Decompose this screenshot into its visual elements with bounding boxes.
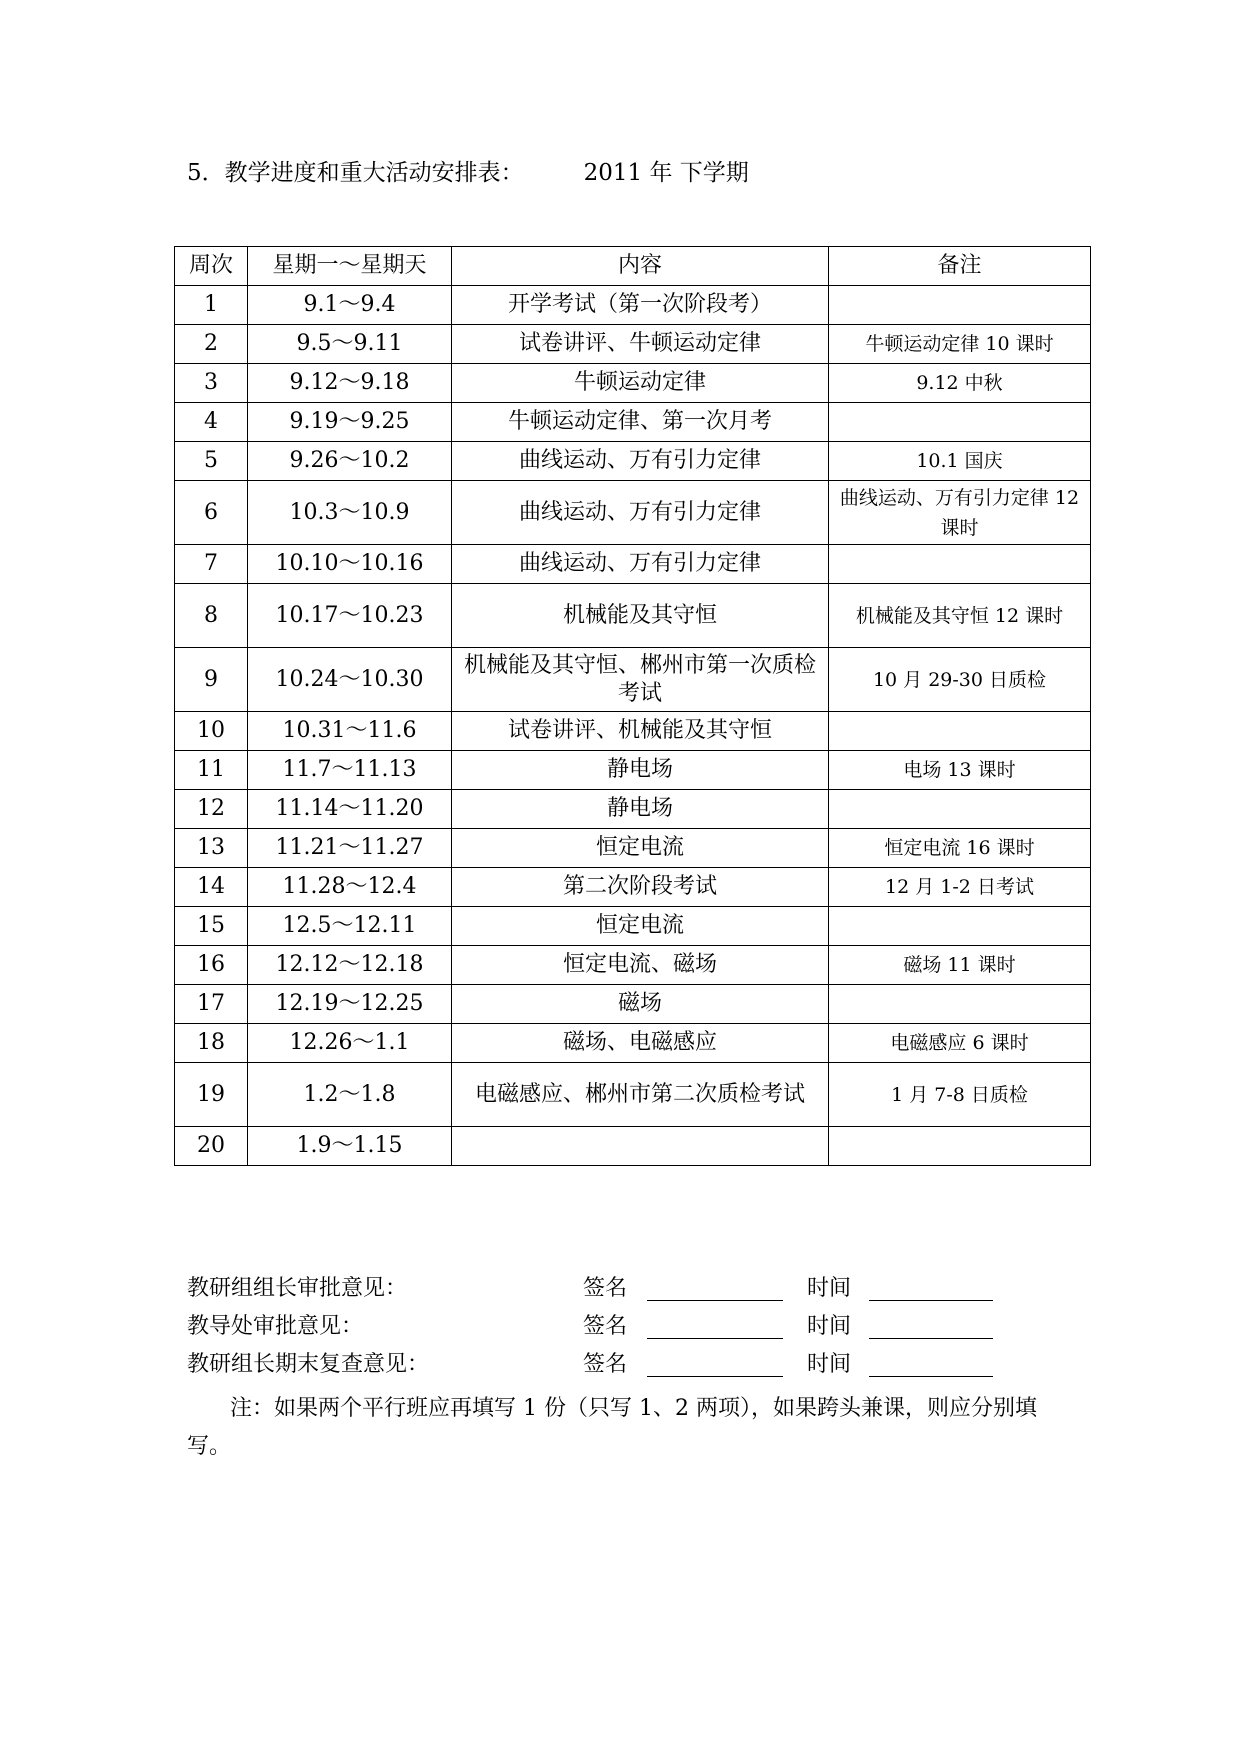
date-range-cell: 12.12～12.18 (248, 946, 452, 985)
week-cell: 4 (175, 403, 248, 442)
content-cell: 曲线运动、万有引力定律 (452, 545, 829, 584)
remarks-cell (829, 712, 1091, 751)
week-cell: 12 (175, 790, 248, 829)
remarks-cell (829, 907, 1091, 946)
week-cell: 14 (175, 868, 248, 907)
content-cell: 静电场 (452, 751, 829, 790)
remarks-cell: 电磁感应 6 课时 (829, 1024, 1091, 1063)
header-remarks: 备注 (829, 247, 1091, 286)
remarks-cell (829, 403, 1091, 442)
date-range-cell: 11.14～11.20 (248, 790, 452, 829)
approval-row (187, 1308, 1087, 1346)
date-range-cell: 10.31～11.6 (248, 712, 452, 751)
table-row (175, 985, 1091, 1024)
remarks-cell: 曲线运动、万有引力定律 12 课时 (829, 481, 1091, 545)
content-cell: 恒定电流、磁场 (452, 946, 829, 985)
heading-term: 2011 年 下学期 (583, 160, 749, 186)
remarks-cell: 机械能及其守恒 12 课时 (829, 584, 1091, 648)
sign-blank (647, 1338, 783, 1339)
week-cell: 6 (175, 481, 248, 545)
remarks-cell (829, 985, 1091, 1024)
remarks-cell (829, 790, 1091, 829)
content-cell: 牛顿运动定律 (452, 364, 829, 403)
table-header-row (175, 247, 1091, 286)
time-label: 时间 (807, 1314, 852, 1339)
date-range-cell: 9.5～9.11 (248, 325, 452, 364)
week-cell: 3 (175, 364, 248, 403)
table-row (175, 286, 1091, 325)
date-range-cell: 1.9～1.15 (248, 1127, 452, 1166)
date-range-cell: 1.2～1.8 (248, 1063, 452, 1127)
week-cell: 7 (175, 545, 248, 584)
remarks-cell: 恒定电流 16 课时 (829, 829, 1091, 868)
week-cell: 2 (175, 325, 248, 364)
date-range-cell: 10.10～10.16 (248, 545, 452, 584)
table-row (175, 584, 1091, 648)
table-row (175, 790, 1091, 829)
remarks-cell (829, 1127, 1091, 1166)
week-cell: 16 (175, 946, 248, 985)
date-range-cell: 10.3～10.9 (248, 481, 452, 545)
date-range-cell: 11.21～11.27 (248, 829, 452, 868)
week-cell: 10 (175, 712, 248, 751)
week-cell: 15 (175, 907, 248, 946)
week-cell: 5 (175, 442, 248, 481)
remarks-cell: 12 月 1-2 日考试 (829, 868, 1091, 907)
content-cell: 机械能及其守恒、郴州市第一次质检考试 (452, 648, 829, 712)
content-cell: 第二次阶段考试 (452, 868, 829, 907)
table-row (175, 364, 1091, 403)
approval-label: 教研组组长审批意见： (187, 1276, 408, 1301)
remarks-cell: 9.12 中秋 (829, 364, 1091, 403)
content-cell: 磁场 (452, 985, 829, 1024)
content-cell: 曲线运动、万有引力定律 (452, 481, 829, 545)
schedule-heading (187, 158, 749, 188)
content-cell: 恒定电流 (452, 907, 829, 946)
content-cell: 恒定电流 (452, 829, 829, 868)
sign-blank (647, 1376, 783, 1377)
remarks-cell: 磁场 11 课时 (829, 946, 1091, 985)
approval-row (187, 1270, 1087, 1308)
remarks-cell: 1 月 7-8 日质检 (829, 1063, 1091, 1127)
remarks-cell: 牛顿运动定律 10 课时 (829, 325, 1091, 364)
time-blank (869, 1300, 993, 1301)
time-blank (869, 1376, 993, 1377)
content-cell: 电磁感应、郴州市第二次质检考试 (452, 1063, 829, 1127)
table-row (175, 481, 1091, 545)
date-range-cell: 9.12～9.18 (248, 364, 452, 403)
time-blank (869, 1338, 993, 1339)
week-cell: 17 (175, 985, 248, 1024)
content-cell (452, 1127, 829, 1166)
remarks-cell (829, 545, 1091, 584)
remarks-cell: 10.1 国庆 (829, 442, 1091, 481)
week-cell: 18 (175, 1024, 248, 1063)
date-range-cell: 12.5～12.11 (248, 907, 452, 946)
table-row (175, 751, 1091, 790)
remarks-cell: 电场 13 课时 (829, 751, 1091, 790)
content-cell: 磁场、电磁感应 (452, 1024, 829, 1063)
week-cell: 19 (175, 1063, 248, 1127)
content-cell: 静电场 (452, 790, 829, 829)
content-cell: 试卷讲评、牛顿运动定律 (452, 325, 829, 364)
remarks-cell (829, 286, 1091, 325)
time-label: 时间 (807, 1352, 852, 1377)
table-row (175, 829, 1091, 868)
table-row (175, 907, 1091, 946)
table-row (175, 946, 1091, 985)
date-range-cell: 12.19～12.25 (248, 985, 452, 1024)
table-row (175, 1024, 1091, 1063)
date-range-cell: 11.7～11.13 (248, 751, 452, 790)
table-row (175, 648, 1091, 712)
table-row (175, 712, 1091, 751)
heading-title: 5．教学进度和重大活动安排表： (187, 160, 524, 186)
remarks-cell: 10 月 29-30 日质检 (829, 648, 1091, 712)
table-row (175, 868, 1091, 907)
date-range-cell: 9.26～10.2 (248, 442, 452, 481)
content-cell: 牛顿运动定律、第一次月考 (452, 403, 829, 442)
approval-label: 教导处审批意见： (187, 1314, 364, 1339)
date-range-cell: 10.24～10.30 (248, 648, 452, 712)
sign-label: 签名 (583, 1314, 628, 1339)
table-row (175, 442, 1091, 481)
date-range-cell: 10.17～10.23 (248, 584, 452, 648)
approval-block (187, 1270, 1087, 1384)
week-cell: 9 (175, 648, 248, 712)
table-row (175, 403, 1091, 442)
content-cell: 机械能及其守恒 (452, 584, 829, 648)
footnote: 注：如果两个平行班应再填写 1 份（只写 1、2 两项），如果跨头兼课，则应分别填写。 (187, 1396, 1037, 1459)
week-cell: 20 (175, 1127, 248, 1166)
header-week: 周次 (175, 247, 248, 286)
date-range-cell: 9.19～9.25 (248, 403, 452, 442)
approval-label: 教研组长期末复查意见： (187, 1352, 430, 1377)
approval-row (187, 1346, 1087, 1384)
sign-label: 签名 (583, 1276, 628, 1301)
content-cell: 开学考试（第一次阶段考） (452, 286, 829, 325)
table-row (175, 1063, 1091, 1127)
week-cell: 13 (175, 829, 248, 868)
week-cell: 8 (175, 584, 248, 648)
header-dates: 星期一～星期天 (248, 247, 452, 286)
week-cell: 11 (175, 751, 248, 790)
sign-label: 签名 (583, 1352, 628, 1377)
header-content: 内容 (452, 247, 829, 286)
date-range-cell: 12.26～1.1 (248, 1024, 452, 1063)
content-cell: 曲线运动、万有引力定律 (452, 442, 829, 481)
schedule-table (174, 246, 1091, 1166)
date-range-cell: 11.28～12.4 (248, 868, 452, 907)
schedule-body (175, 286, 1091, 1166)
content-cell: 试卷讲评、机械能及其守恒 (452, 712, 829, 751)
sign-blank (647, 1300, 783, 1301)
table-row (175, 1127, 1091, 1166)
week-cell: 1 (175, 286, 248, 325)
table-row (175, 325, 1091, 364)
table-row (175, 545, 1091, 584)
date-range-cell: 9.1～9.4 (248, 286, 452, 325)
time-label: 时间 (807, 1276, 852, 1301)
